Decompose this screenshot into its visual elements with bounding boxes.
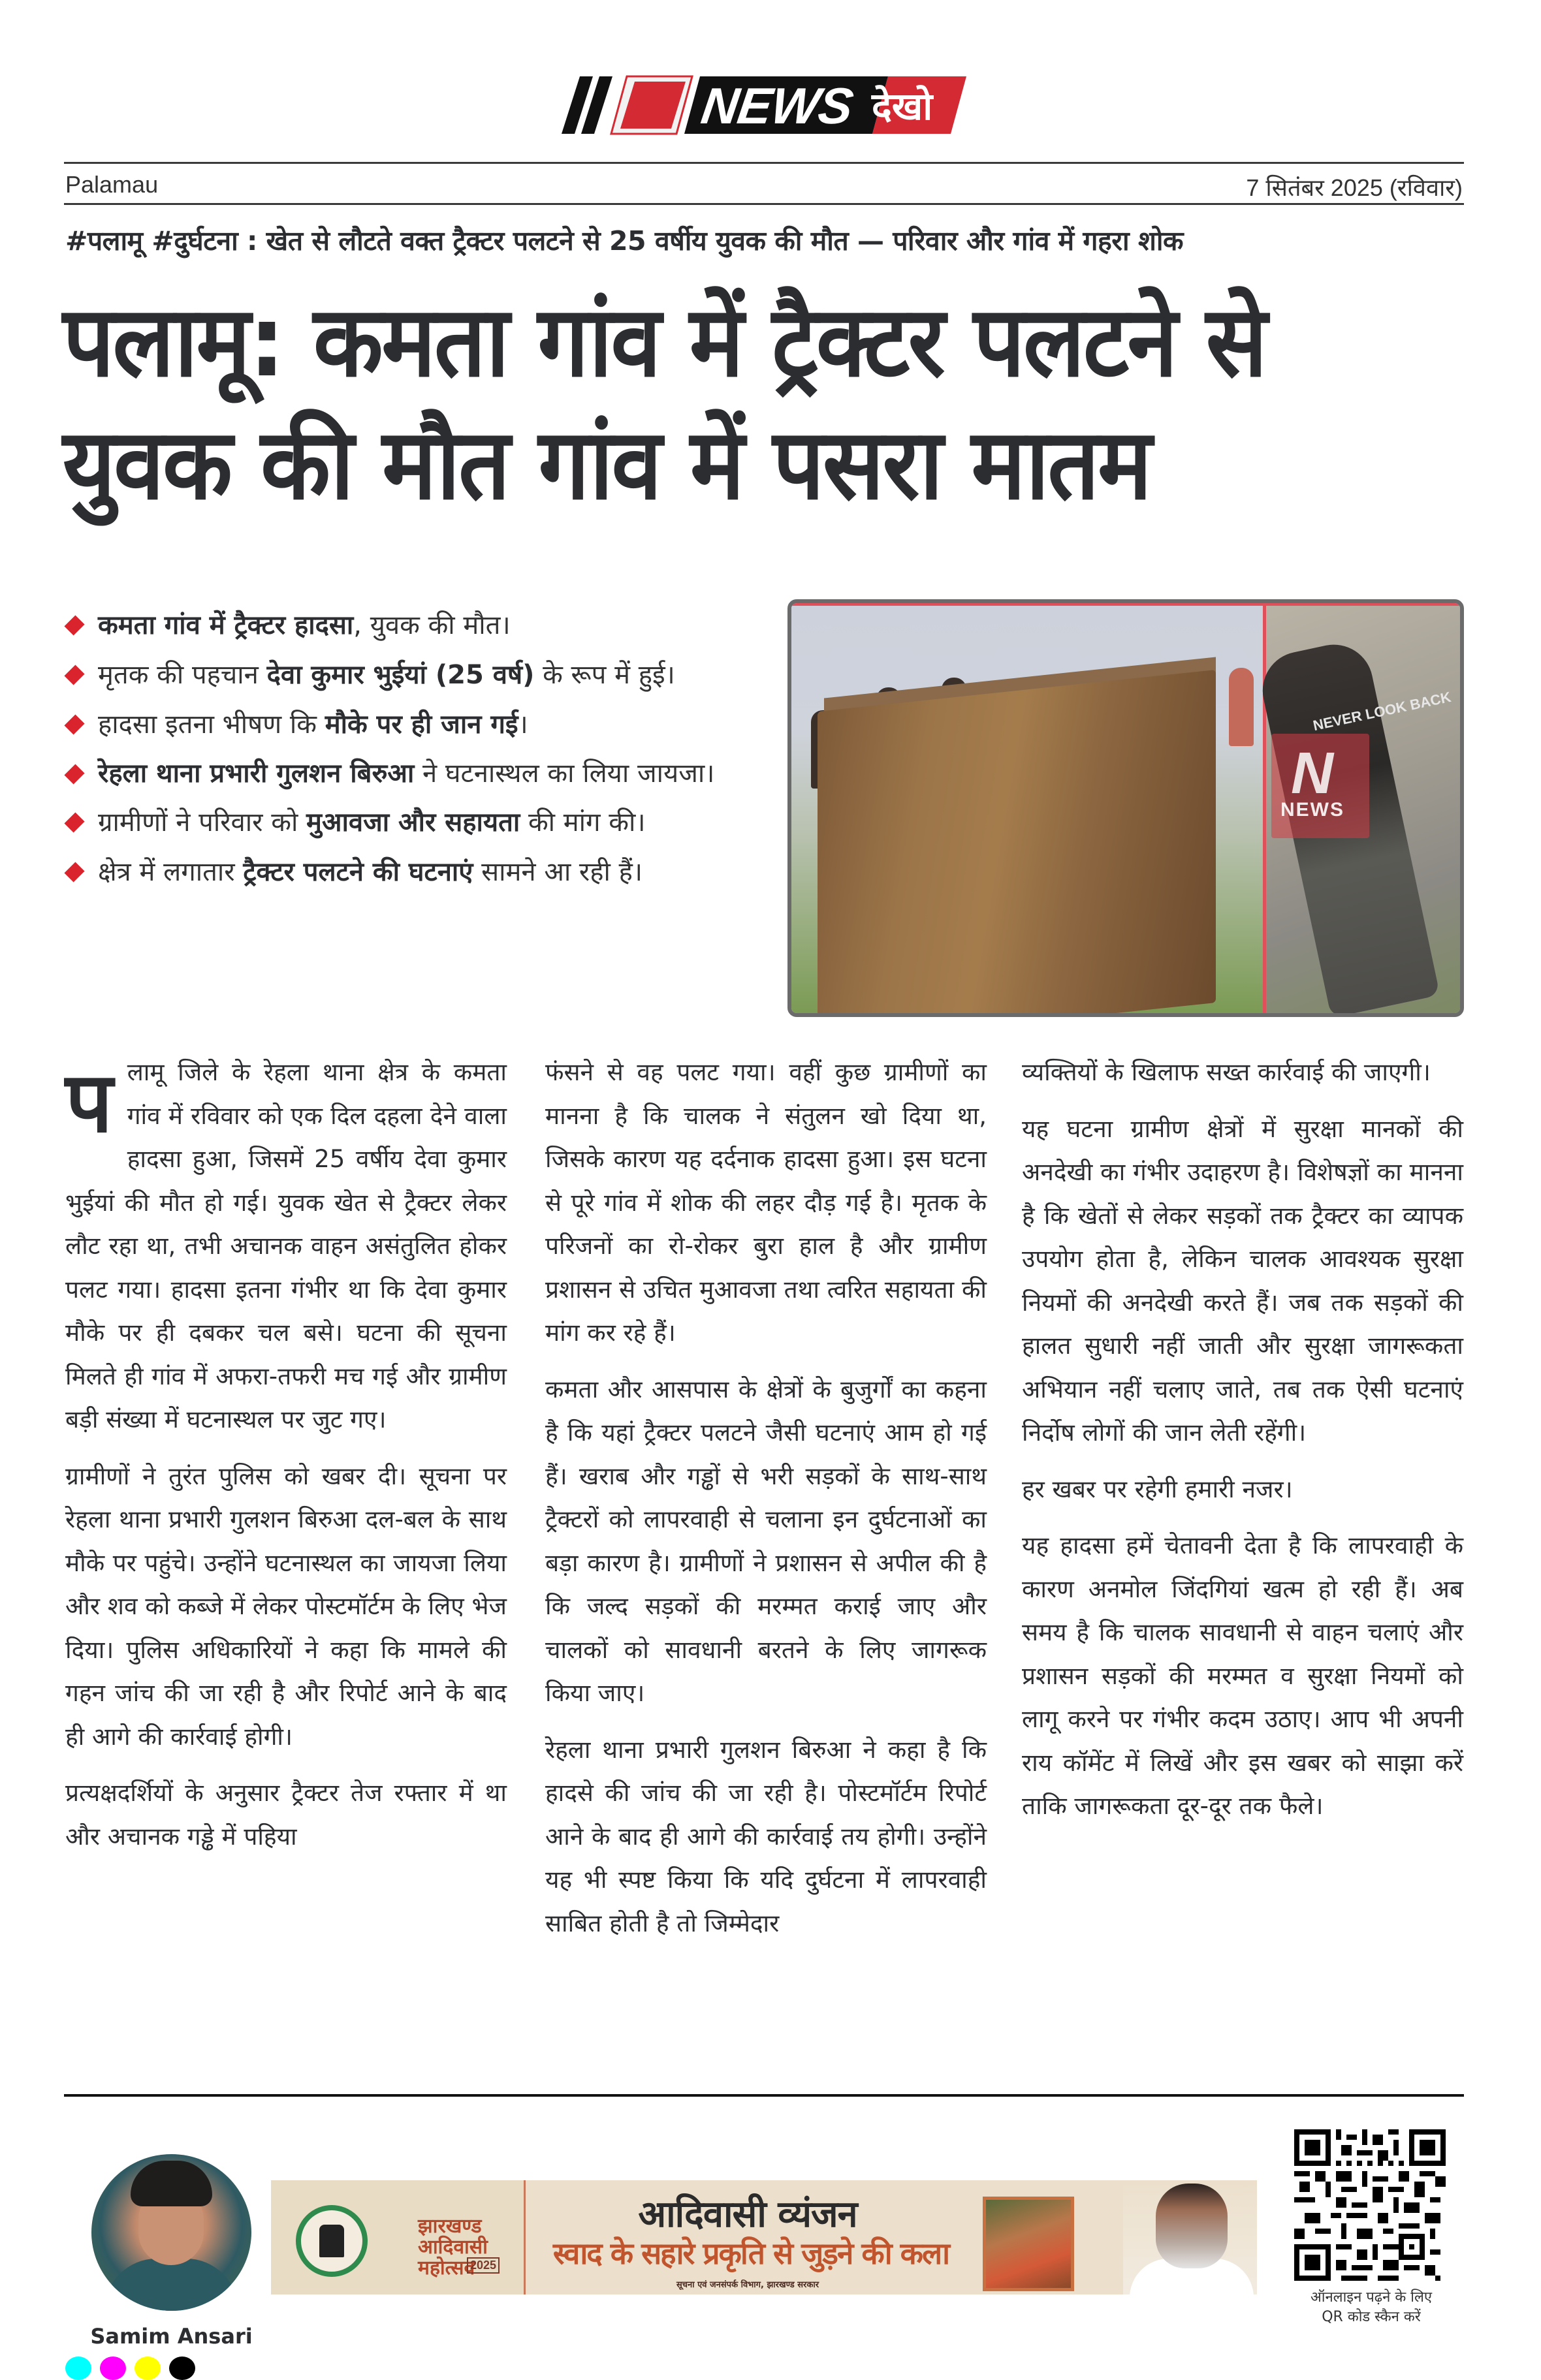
ad-credit: सूचना एवं जनसंपर्क विभाग, झारखण्ड सरकार (676, 2280, 819, 2290)
highlight-item (65, 798, 777, 847)
diamond-bullet-icon (64, 862, 84, 882)
highlight-bold: रेहला थाना प्रभारी गुलशन बिरुआ (98, 759, 415, 789)
highlight-text: ग्रामीणों ने परिवार को (98, 807, 307, 838)
diamond-bullet-icon (64, 615, 84, 635)
photo-overturned-trolley (791, 606, 1263, 1017)
highlight-item (65, 847, 777, 897)
highlight-text: , युवक की मौत। (353, 610, 511, 640)
article-paragraph: यह घटना ग्रामीण क्षेत्रों में सुरक्षा मानकों की अनदेखी का गंभीर उदाहरण है। विशेषज्ञों का मानना है कि खेतों से लेकर सड़कों तक ट्रैक्टर का व्यापक उपयोग होता है, लेकिन चालक आवश्यक सुरक्षा नियमों की अनदेखी करते हैं। जब तक सड़कों की हालत सुधारी नहीं जाती और सुरक्षा जागरूकता अभियान नहीं चलाए जाते, तब तक ऐसी घटनाएं निर्दोष लोगों की जान लेती रहेंगी। (1022, 1114, 1463, 1447)
tshirt-print: NEVER LOOK BACK (1311, 688, 1453, 734)
ad-portrait (1123, 2180, 1257, 2294)
qr-graphic (1294, 2129, 1446, 2281)
highlight-bold: मौके पर ही जान गई (325, 710, 518, 740)
article-kicker: #पलामू #दुर्घटना : खेत से लौटते वक्त ट्रैक्टर पलटने से 25 वर्षीय युवक की मौत — परिवार और गांव में गहरा शोक (65, 225, 1183, 257)
diamond-bullet-icon (64, 665, 84, 685)
article-paragraph: फंसने से वह पलट गया। वहीं कुछ ग्रामीणों का मानना है कि चालक ने संतुलन खो दिया था, जिसके कारण यह दर्दनाक हादसा हुआ। इस घटना से पूरे गांव में शोक की लहर दौड़ गई है। मृतक के परिजनों का रो-रोकर बुरा हाल है और ग्रामीण प्रशासन से उचित मुआवजा तथा त्वरित सहायता की मांग कर रहे हैं। (545, 1058, 987, 1347)
highlight-text: हादसा इतना भीषण कि (98, 710, 325, 740)
advertisement-banner[interactable] (271, 2180, 1257, 2294)
article-column-1 (65, 1051, 507, 1871)
article-paragraph: रेहला थाना प्रभारी गुलशन बिरुआ ने कहा है कि हादसे की जांच की जा रही है। पोस्टमॉर्टम रिपोर्ट आने के बाद ही आगे की कार्रवाई तय होगी। उन्होंने यह भी स्पष्ट किया कि यदि दुर्घटना में लापरवाही साबित होती है तो जिम्मेदार (545, 1735, 987, 1937)
festival-title: झारखण्ड आदिवासी महोत्सव (418, 2215, 488, 2279)
meta-rule (64, 203, 1464, 205)
festival-year: 2025 (467, 2257, 500, 2274)
drop-cap: प (65, 1054, 113, 1151)
location-label: Palamau (65, 171, 159, 198)
qr-caption (1273, 2288, 1469, 2327)
article-paragraph: ग्रामीणों ने तुरंत पुलिस को खबर दी। सूचना पर रेहला थाना प्रभारी गुलशन बिरुआ दल-बल के साथ मौके पर पहुंचे। उन्होंने घटनास्थल का जायजा लिया और शव को कब्जे में लेकर पोस्टमॉर्टम के लिए भेज दिया। पुलिस अधिकारियों ने कहा कि मामले की गहन जांच की जा रही है और रिपोर्ट आने के बाद ही आगे की कार्रवाई होगी। (65, 1462, 507, 1751)
crowd-person (1229, 668, 1254, 746)
article-headline (63, 281, 1374, 526)
festival-panel (271, 2180, 526, 2294)
highlight-bold: देवा कुमार भुईयां (25 वर्ष) (266, 660, 535, 690)
headline-line-2: युवक की मौत गांव में पसरा मातम (63, 408, 1151, 522)
article-column-3 (1022, 1051, 1463, 1841)
highlights-list (65, 601, 777, 897)
cyan-dot-icon (65, 2357, 91, 2380)
author-name: Samim Ansari (90, 2324, 253, 2349)
qr-caption-line-2: QR कोड स्कैन करें (1322, 2309, 1421, 2325)
jharkhand-emblem-icon (296, 2205, 368, 2277)
highlight-text: की मांग की। (520, 807, 646, 838)
ad-title: आदिवासी व्यंजन (638, 2193, 857, 2236)
article-paragraph: प्रत्यक्षदर्शियों के अनुसार ट्रैक्टर तेज रफ्तार में था और अचानक गड्ढे में पहिया (65, 1779, 507, 1851)
highlight-text: के रूप में हुई। (534, 660, 675, 690)
top-rule (64, 162, 1464, 164)
highlight-bold: ट्रैक्टर पलटने की घटनाएं (243, 857, 473, 887)
yellow-dot-icon (135, 2357, 161, 2380)
article-column-2 (545, 1051, 987, 1958)
highlight-item (65, 601, 777, 650)
diamond-bullet-icon (64, 812, 84, 832)
highlight-item (65, 749, 777, 798)
footer-rule (64, 2094, 1464, 2097)
highlight-bold: कमता गांव में ट्रैक्टर हादसा (98, 610, 354, 640)
date-label: 7 सितंबर 2025 (रविवार) (1246, 174, 1463, 201)
article-paragraph: हर खबर पर रहेगी हमारी नजर। (1022, 1475, 1293, 1503)
watermark-mark: N (1291, 741, 1333, 806)
article-paragraph (65, 1051, 507, 1442)
highlight-bold: मुआवजा और सहायता (306, 807, 520, 838)
headline-line-1: पलामू: कमता गांव में ट्रैक्टर पलटने से (63, 285, 1266, 399)
author-avatar[interactable] (91, 2154, 251, 2311)
highlight-text: सामने आ रही हैं। (473, 857, 643, 887)
diamond-bullet-icon (64, 714, 84, 734)
magenta-dot-icon (100, 2357, 126, 2380)
ad-subtitle: स्वाद के सहारे प्रकृति से जुड़ने की कला (552, 2236, 949, 2271)
newsdekho-watermark (1271, 734, 1369, 838)
watermark-news: NEWS (1280, 799, 1344, 821)
avatar-shirt (104, 2259, 238, 2311)
paragraph-text: लामू जिले के रेहला थाना क्षेत्र के कमता गांव में रविवार को एक दिल दहला देने वाला हादसा हुआ, जिसमें 25 वर्षीय देवा कुमार भुईयां की मौत हो गई। युवक खेत से ट्रैक्टर लेकर लौट रहा था, तभी अचानक वाहन असंतुलित होकर पलट गया। हादसा इतना गंभीर था कि देवा कुमार मौके पर ही दबकर चल बसे। घटना की सूचना मिलते ही गांव में अफरा-तफरी मच गई और ग्रामीण बड़ी संख्या में घटनास्थल पर जुट गए। (65, 1058, 507, 1433)
newsdekho-logo[interactable] (562, 75, 966, 135)
article-paragraph: व्यक्तियों के खिलाफ सख्त कार्रवाई की जाएगी। (1022, 1058, 1431, 1086)
avatar-hair (131, 2161, 212, 2206)
black-dot-icon (169, 2357, 195, 2380)
highlight-text: ने घटनास्थल का लिया जायजा। (414, 759, 715, 789)
highlight-text: मृतक की पहचान (98, 660, 267, 690)
article-paragraph: कमता और आसपास के क्षेत्रों के बुजुर्गों का कहना है कि यहां ट्रैक्टर पलटने जैसी घटनाएं आम हो गई हैं। खराब और गड्ढों से भरी सड़कों के साथ-साथ ट्रैक्टरों को लापरवाही से चलाना इन दुर्घटनाओं का बड़ा कारण है। ग्रामीणों ने प्रशासन से अपील की है कि जल्द सड़कों की मरम्मत कराई जाए और चालकों को सावधानी बरतने के लिए जागरूक किया जाए। (545, 1375, 987, 1707)
logo-word: NEWS (697, 77, 857, 134)
qr-caption-line-1: ऑनलाइन पढ़ने के लिए (1310, 2289, 1433, 2306)
article-paragraph: यह हादसा हमें चेतावनी देता है कि लापरवाही के कारण अनमोल जिंदगियां खत्म हो रही हैं। अब समय है कि चालक सावधानी से वाहन चलाएं और प्रशासन सड़कों की मरम्मत व सुरक्षा नियमों को लागू करने पर गंभीर कदम उठाए। आप भी अपनी राय कॉमेंट में लिखें और इस खबर को साझा करें ताकि जागरूकता दूर-दूर तक फैले। (1022, 1531, 1463, 1820)
trolley-body (818, 670, 1216, 1017)
highlight-text: । (518, 710, 528, 740)
highlight-item (65, 650, 777, 700)
highlight-text: क्षेत्र में लगातार (98, 857, 244, 887)
logo-tag: देखो (872, 84, 933, 129)
portrait-face (1156, 2184, 1228, 2268)
highlight-item (65, 700, 777, 749)
registration-marks (65, 2357, 195, 2380)
ad-food-image (983, 2197, 1074, 2291)
qr-code-icon[interactable] (1294, 2129, 1446, 2281)
article-photo[interactable] (787, 599, 1464, 1017)
diamond-bullet-icon (64, 764, 84, 784)
